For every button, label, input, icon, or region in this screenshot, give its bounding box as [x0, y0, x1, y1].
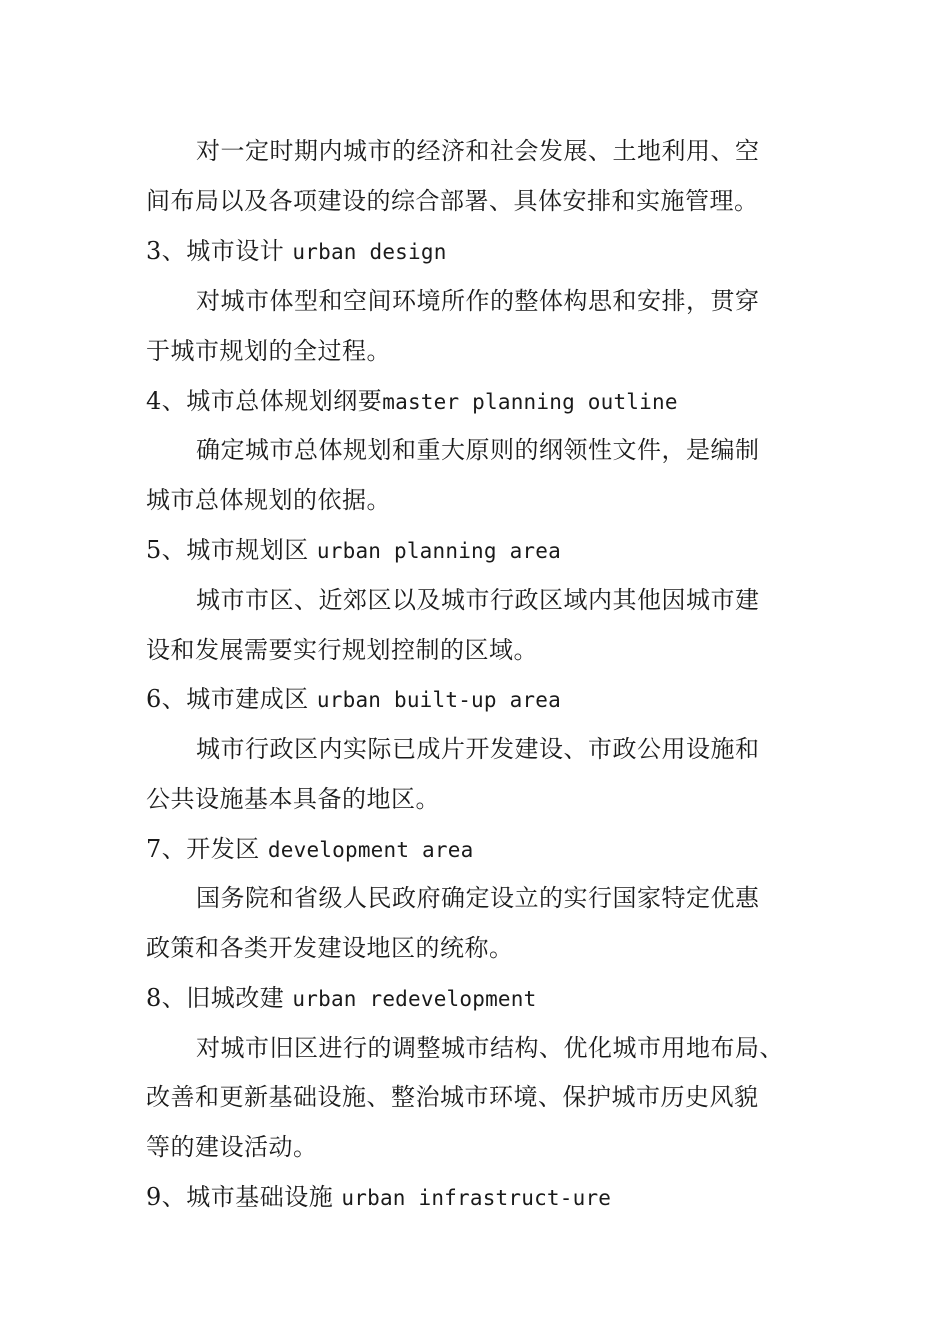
- definition-text: 城市市区、近郊区以及城市行政区域内其他因城市建: [196, 586, 760, 614]
- term-heading: [146, 1182, 611, 1213]
- term-number-label: 4、城市总体规划纲要: [146, 387, 383, 415]
- term-number-label: 6、城市建成区: [146, 685, 309, 713]
- term-english: urban redevelopment: [292, 987, 537, 1011]
- term-number-label: 3、城市设计: [146, 237, 285, 265]
- term-english: urban infrastruct-ure: [341, 1186, 612, 1210]
- definition-text: 对一定时期内城市的经济和社会发展、土地利用、空: [196, 137, 760, 165]
- term-heading: [146, 684, 561, 715]
- definition-text: 城市总体规划的依据。: [146, 486, 391, 514]
- term-heading: [146, 535, 561, 566]
- term-heading: [146, 236, 447, 267]
- term-heading: [146, 834, 473, 865]
- definition-text: 于城市规划的全过程。: [146, 337, 391, 365]
- definition-text: 改善和更新基础设施、整治城市环境、保护城市历史风貌: [146, 1083, 759, 1111]
- term-heading: [146, 386, 678, 417]
- term-english: urban built-up area: [316, 688, 561, 712]
- definition-text: 政策和各类开发建设地区的统称。: [146, 934, 514, 962]
- definition-text: 国务院和省级人民政府确定设立的实行国家特定优惠: [196, 884, 760, 912]
- term-english: urban design: [292, 240, 447, 264]
- definition-text: 城市行政区内实际已成片开发建设、市政公用设施和: [196, 735, 760, 763]
- definition-text: 间布局以及各项建设的综合部署、具体安排和实施管理。: [146, 187, 759, 215]
- definition-text: 设和发展需要实行规划控制的区域。: [146, 636, 538, 664]
- definition-text: 公共设施基本具备的地区。: [146, 785, 440, 813]
- term-english: urban planning area: [316, 539, 561, 563]
- term-english: master planning outline: [382, 390, 678, 414]
- definition-text: 对城市旧区进行的调整城市结构、优化城市用地布局、: [196, 1034, 784, 1062]
- term-english: development area: [267, 838, 474, 862]
- term-number-label: 5、城市规划区: [146, 536, 309, 564]
- definition-text: 对城市体型和空间环境所作的整体构思和安排，贯穿: [196, 287, 760, 315]
- term-number-label: 8、旧城改建: [146, 984, 285, 1012]
- definition-text: 确定城市总体规划和重大原则的纲领性文件，是编制: [196, 436, 760, 464]
- term-number-label: 7、开发区: [146, 835, 260, 863]
- term-number-label: 9、城市基础设施: [146, 1183, 334, 1211]
- definition-text: 等的建设活动。: [146, 1133, 318, 1161]
- term-heading: [146, 983, 536, 1014]
